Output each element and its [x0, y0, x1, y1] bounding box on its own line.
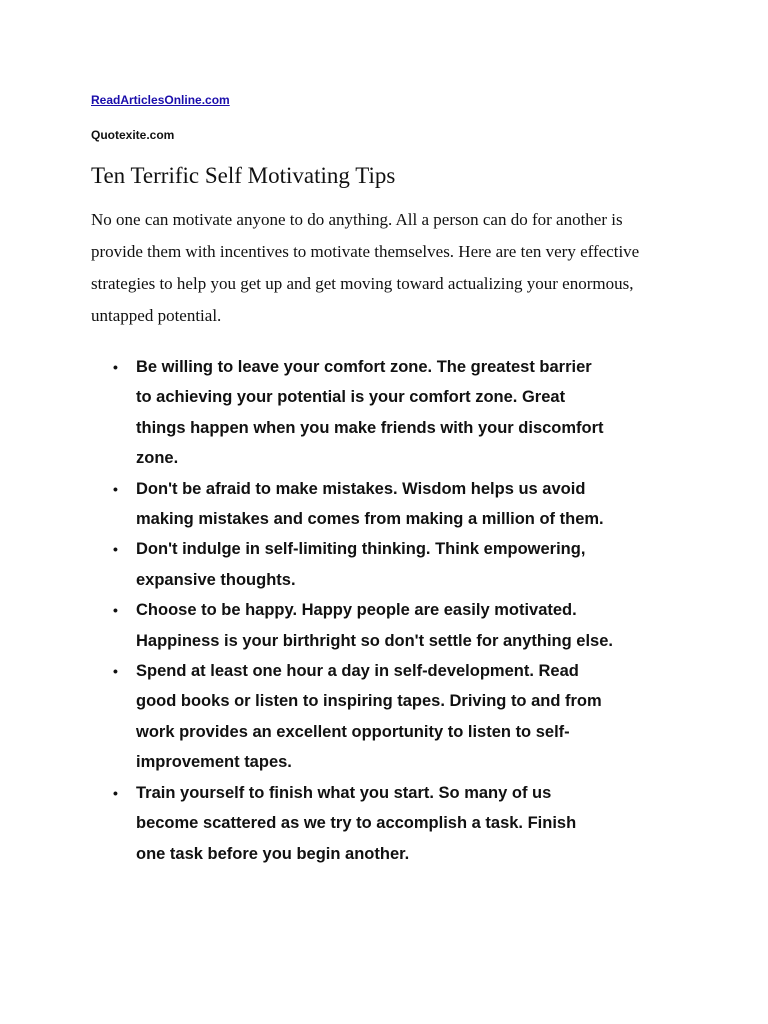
tip-line: improvement tapes.	[136, 753, 292, 772]
tip-item	[106, 474, 686, 535]
tip-line: making mistakes and comes from making a million of them.	[136, 510, 604, 529]
tip-line: Don't indulge in self-limiting thinking. Think empowering,	[136, 540, 586, 559]
intro-line: No one can motivate anyone to do anything. All a person can do for another is	[91, 210, 623, 229]
tip-line: to achieving your potential is your comfort zone. Great	[136, 388, 566, 407]
tip-line: expansive thoughts.	[136, 570, 296, 589]
bullet-icon: •	[113, 784, 118, 801]
article-title: Ten Terrific Self Motivating Tips	[91, 163, 396, 188]
intro-line: untapped potential.	[91, 306, 222, 325]
tips-list	[106, 352, 686, 869]
tip-item	[106, 534, 686, 595]
intro-line: strategies to help you get up and get moving toward actualizing your enormous,	[91, 274, 634, 293]
bullet-icon: •	[113, 602, 118, 619]
tip-item	[106, 595, 686, 656]
tip-item	[106, 656, 686, 778]
tip-line: things happen when you make friends with your discomfort	[136, 418, 604, 437]
bullet-icon: •	[113, 541, 118, 558]
read-articles-online-link[interactable]: ReadArticlesOnline.com	[91, 93, 230, 107]
tip-item	[106, 352, 686, 474]
tip-line: Be willing to leave your comfort zone. The greatest barrier	[136, 358, 592, 376]
tip-line: Train yourself to finish what you start. So many of us	[136, 783, 552, 802]
bullet-icon: •	[113, 480, 118, 497]
bullet-icon: •	[113, 359, 118, 375]
tip-line: work provides an excellent opportunity to listen to self-	[136, 722, 570, 741]
intro-line: provide them with incentives to motivate themselves. Here are ten very effective	[91, 242, 640, 261]
tip-item	[106, 778, 686, 869]
bullet-icon: •	[113, 663, 118, 680]
tip-line: become scattered as we try to accomplish a task. Finish	[136, 814, 577, 833]
tip-line: Choose to be happy. Happy people are easily motivated.	[136, 601, 577, 620]
tip-line: Don't be afraid to make mistakes. Wisdom helps us avoid	[136, 479, 586, 498]
tip-line: good books or listen to inspiring tapes. Driving to and from	[136, 692, 602, 711]
tip-line: one task before you begin another.	[136, 844, 410, 863]
tip-line: Happiness is your birthright so don't settle for anything else.	[136, 631, 613, 650]
tip-line: Spend at least one hour a day in self-development. Read	[136, 662, 579, 681]
quotexite-site-label: Quotexite.com	[91, 128, 175, 142]
tip-line: zone.	[136, 449, 179, 468]
intro-paragraph	[91, 204, 691, 332]
